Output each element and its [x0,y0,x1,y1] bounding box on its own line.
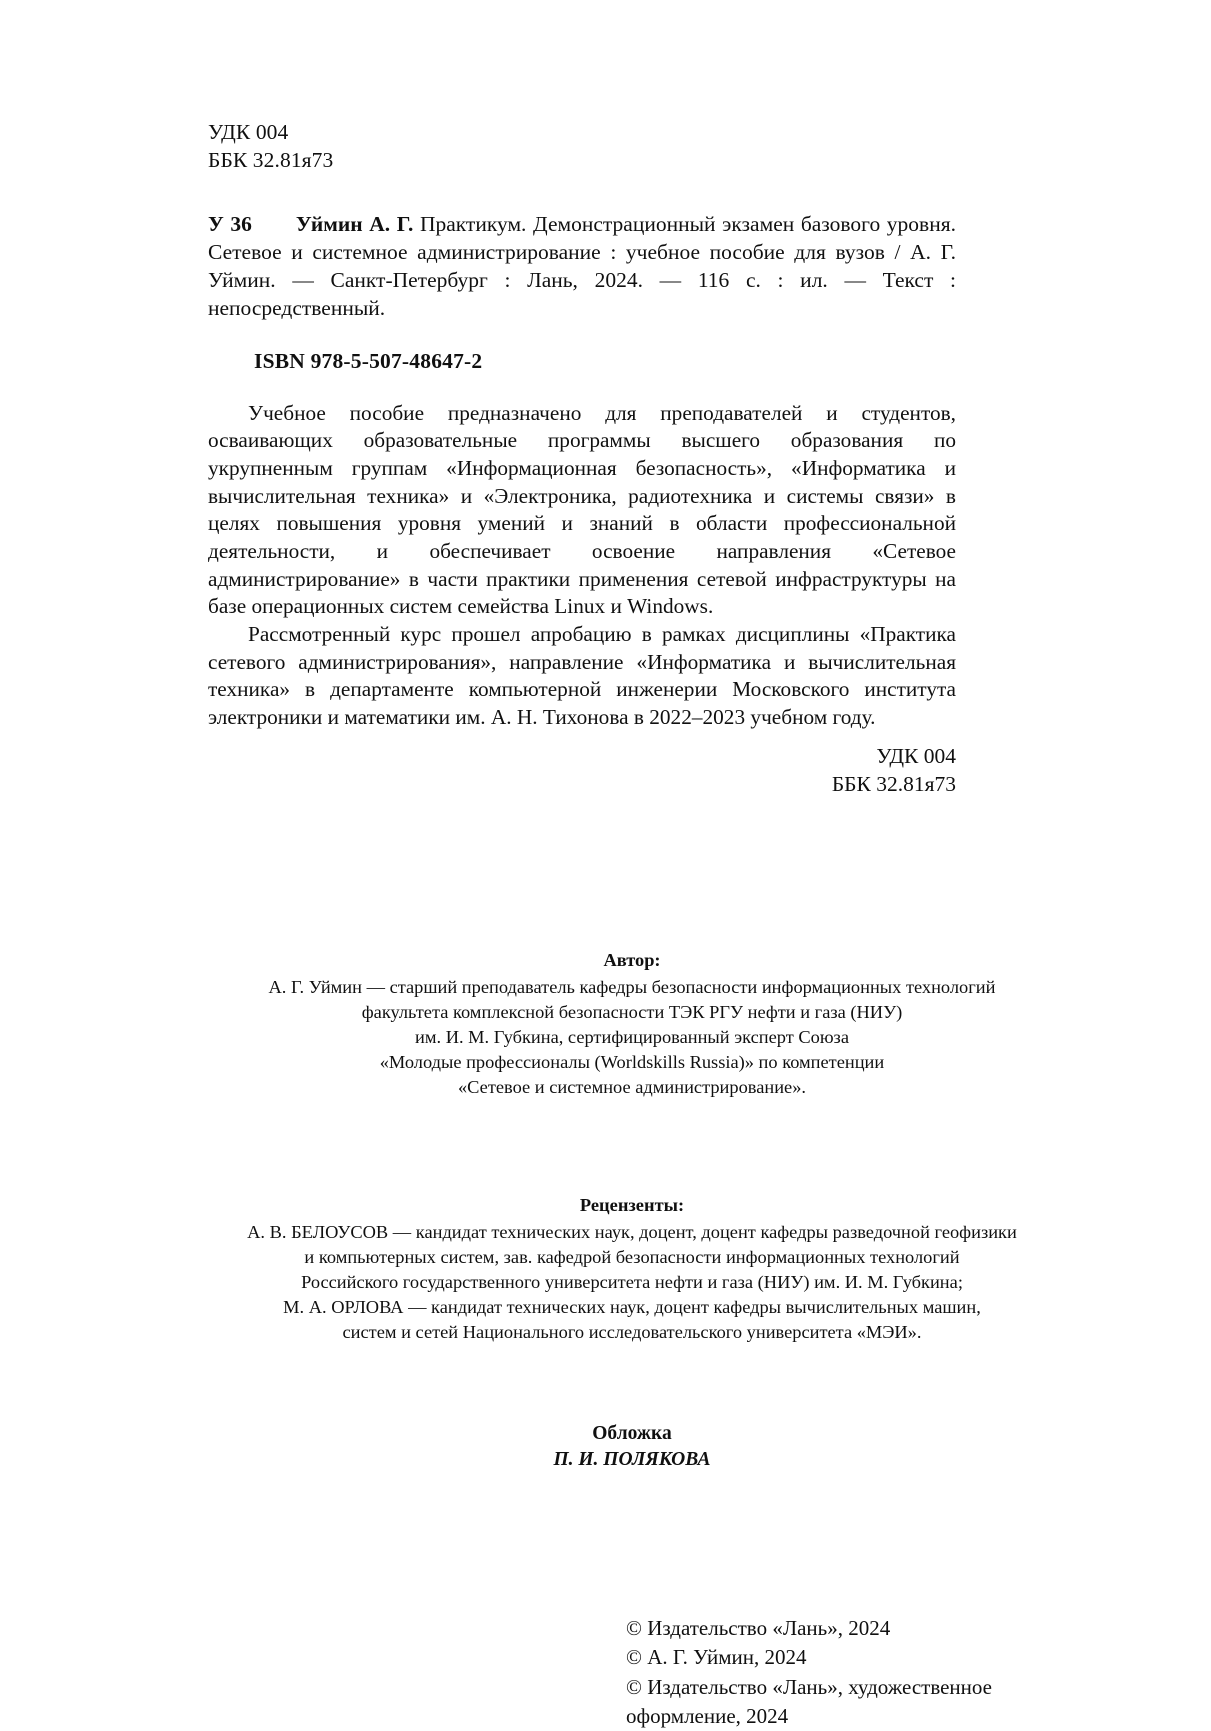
reviewer-line [208,1295,1056,1320]
reviewer-line [208,1220,1056,1245]
reviewer-name: А. В. БЕЛОУСОВ [247,1221,389,1242]
cover-credits [208,1421,1056,1474]
author-line: А. Г. Уймин — старший преподаватель кафедры безопасности информационных технологий [268,977,996,998]
reviewer-line: и компьютерных систем, зав. кафедрой безопасности информационных технологий [304,1246,960,1267]
cip-description: Практикум. Демонстрационный экзамен базового уровня. Сетевое и системное администрирование : учебное пособие для вузов / А. Г. Уймин. — Санкт-Петербург : Лань, 2024. — 116 с. : ил. — Текст : непосредственный. [208,211,956,320]
udk-bbk-bottom [208,742,956,799]
bbk-code-top: ББК 32.81я73 [208,148,334,173]
cip-shelf-code: У 36 [208,211,252,236]
copyright-line: оформление, 2024 [626,1703,789,1728]
cover-heading: Обложка [592,1422,672,1444]
reviewers-heading: Рецензенты: [579,1194,685,1215]
reviewer-line: систем и сетей Национального исследовательского университета «МЭИ». [342,1321,922,1342]
annotation [208,400,956,732]
cip-record [208,211,956,323]
copyright-block [208,1614,1056,1731]
udk-code-bottom: УДК 004 [876,743,956,768]
reviewer-line: Российского государственного университета нефти и газа (НИУ) им. И. М. Губкина; [301,1271,963,1292]
cover-designer: П. И. ПОЛЯКОВА [553,1449,711,1471]
annotation-paragraph-2: Рассмотренный курс прошел апробацию в рамках дисциплины «Практика сетевого администрирования», направление «Информатика и вычислительная техника» в департаменте компьютерной инженерии Московского института электроники и математики им. А. Н. Тихонова в 2022–2023 учебном году. [208,621,956,729]
copyright-line: © Издательство «Лань», 2024 [626,1615,891,1640]
bbk-code-bottom: ББК 32.81я73 [831,771,956,796]
copyright-line: © А. Г. Уймин, 2024 [626,1645,807,1670]
annotation-paragraph-1: Учебное пособие предназначено для преподавателей и студентов, осваивающих образовательные программы высшего образования по укрупненным группам «Информационная безопасность», «Информатика и вычислительная техника» и «Электроника, радиотехника и системы связи» в целях повышения уровня умений и знаний в области профессиональной деятельности, и обеспечивает освоение направления «Сетевое администрирование» в части практики применения сетевой инфраструктуры на базе операционных систем семейства Linux и Windows. [208,400,956,619]
reviewer-detail: — кандидат технических наук, доцент, доцент кафедры разведочной геофизики [388,1221,1017,1242]
author-heading: Автор: [603,950,661,971]
cip-author: Уймин А. Г. [295,211,414,236]
reviewer-detail: — кандидат технических наук, доцент кафедры вычислительных машин, [403,1296,981,1317]
reviewers-credits [208,1193,1056,1345]
author-credits [208,948,1056,1100]
copyright-line: © Издательство «Лань», художественное [626,1674,992,1699]
udk-bbk-top [208,118,1056,175]
author-line: факультета комплексной безопасности ТЭК РГУ нефти и газа (НИУ) [361,1002,903,1023]
author-line: «Молодые профессионалы (Worldskills Russia)» по компетенции [379,1052,885,1073]
author-line: им. И. М. Губкина, сертифицированный эксперт Союза [415,1027,849,1048]
reviewer-name: М. А. ОРЛОВА [283,1296,404,1317]
isbn: ISBN 978-5-507-48647-2 [254,348,483,373]
udk-code-top: УДК 004 [208,120,289,144]
author-line: «Сетевое и системное администрирование». [457,1077,807,1098]
